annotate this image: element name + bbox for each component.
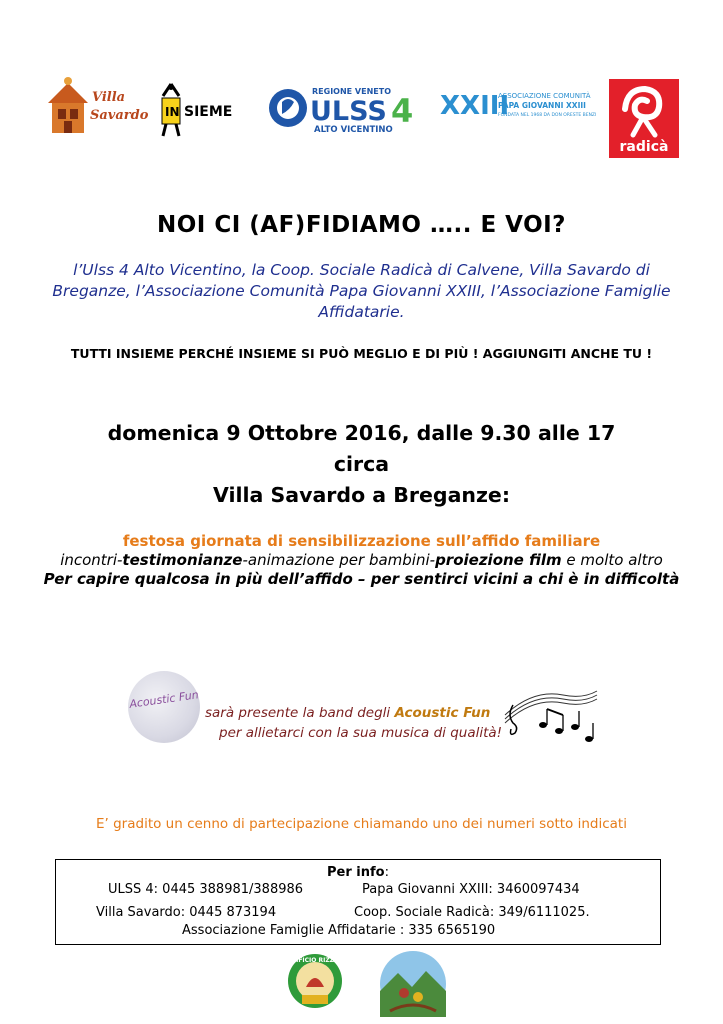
- svg-text:IN: IN: [165, 105, 180, 119]
- event-description: [40, 532, 683, 589]
- svg-text:REGIONE VENETO: REGIONE VENETO: [312, 87, 391, 96]
- band-name: Acoustic Fun: [394, 705, 491, 721]
- band-announcement: [205, 705, 490, 721]
- svg-text:4: 4: [391, 92, 414, 130]
- event-place: Villa Savardo a Breganze:: [212, 483, 511, 507]
- svg-text:Villa: Villa: [92, 90, 126, 105]
- acoustic-fun-logo-text: Acoustic Fun: [128, 688, 200, 711]
- activity-testimonianze: testimonianze: [122, 551, 243, 569]
- music-notes-icon: [503, 685, 599, 747]
- svg-text:ASSOCIAZIONE COMUNITÀ: ASSOCIAZIONE COMUNITÀ: [498, 92, 591, 100]
- participation-note: E’ gradito un cenno di partecipazione chiamando uno dei numeri sotto indicati: [96, 816, 627, 832]
- event-date: domenica 9 Ottobre 2016, dalle 9.30 alle 17: [107, 421, 616, 445]
- ulss4-logo: [268, 82, 418, 134]
- panificio-logo-text: PANIFICIO RIZZATO: [282, 957, 348, 964]
- description-closing: Per capire qualcosa in più dell’affido – per sentirci vicini a chi è in difficoltà: [43, 570, 680, 588]
- info-ulss: ULSS 4: 0445 388981/388986: [108, 882, 304, 897]
- band-prefix: sarà presente la band degli: [205, 705, 395, 721]
- svg-text:ULSS: ULSS: [310, 96, 387, 127]
- info-villa-savardo: Villa Savardo: 0445 873194: [96, 905, 277, 920]
- event-details: [60, 418, 663, 511]
- insieme-logo: [160, 82, 252, 138]
- acoustic-fun-logo: [128, 671, 200, 743]
- svg-text:Savardo: Savardo: [90, 108, 149, 123]
- event-date-circa: circa: [333, 452, 390, 476]
- activity-altro: e molto altro: [561, 551, 663, 569]
- community-emblem-logo: [380, 951, 446, 1017]
- info-box: [55, 859, 661, 945]
- description-headline: festosa giornata di sensibilizzazione sull’affido familiare: [122, 532, 601, 550]
- svg-text:PAPA GIOVANNI XXIII: PAPA GIOVANNI XXIII: [498, 101, 586, 110]
- panificio-rizzato-logo: [280, 951, 350, 1011]
- svg-text:ALTO VICENTINO: ALTO VICENTINO: [314, 125, 393, 135]
- activity-animazione: -animazione per bambini-: [242, 551, 436, 569]
- svg-text:SIEME: SIEME: [184, 104, 233, 120]
- papa-giovanni-xxiii-logo: [440, 86, 597, 122]
- svg-text:FONDATA NEL 1968 DA DON ORESTE: FONDATA NEL 1968 DA DON ORESTE BENZI: [498, 113, 597, 118]
- info-coop-radica: Coop. Sociale Radicà: 349/6111025.: [354, 905, 590, 920]
- intro-text: l’Ulss 4 Alto Vicentino, la Coop. Sociale Radicà di Calvene, Villa Savardo di Breganze, l’Associazione Comunità Papa Giovanni XXIII, l’Associazione Famiglie Affidatarie.: [52, 261, 671, 321]
- radica-label: radicà: [619, 139, 669, 155]
- info-title: [56, 865, 660, 880]
- villa-savardo-logo: [44, 75, 149, 137]
- info-title-colon: :: [384, 865, 389, 880]
- description-activities: [40, 551, 683, 570]
- info-famiglie-affidatarie: Associazione Famiglie Affidatarie : 335 6565190: [182, 923, 496, 938]
- svg-text:XXIII: XXIII: [440, 91, 510, 121]
- activity-incontri: incontri-: [60, 551, 123, 569]
- band-tagline: per allietarci con la sua musica di qualità!: [219, 725, 503, 741]
- radica-logo: [609, 79, 679, 158]
- page-title: NOI CI (AF)FIDIAMO ….. E VOI?: [156, 212, 567, 238]
- info-papa-giovanni: Papa Giovanni XXIII: 3460097434: [362, 882, 580, 897]
- info-title-label: Per info: [327, 865, 385, 880]
- together-slogan: TUTTI INSIEME PERCHÉ INSIEME SI PUÒ MEGLIO E DI PIÙ ! AGGIUNGITI ANCHE TU !: [70, 346, 653, 361]
- activity-film: proiezione film: [435, 551, 562, 569]
